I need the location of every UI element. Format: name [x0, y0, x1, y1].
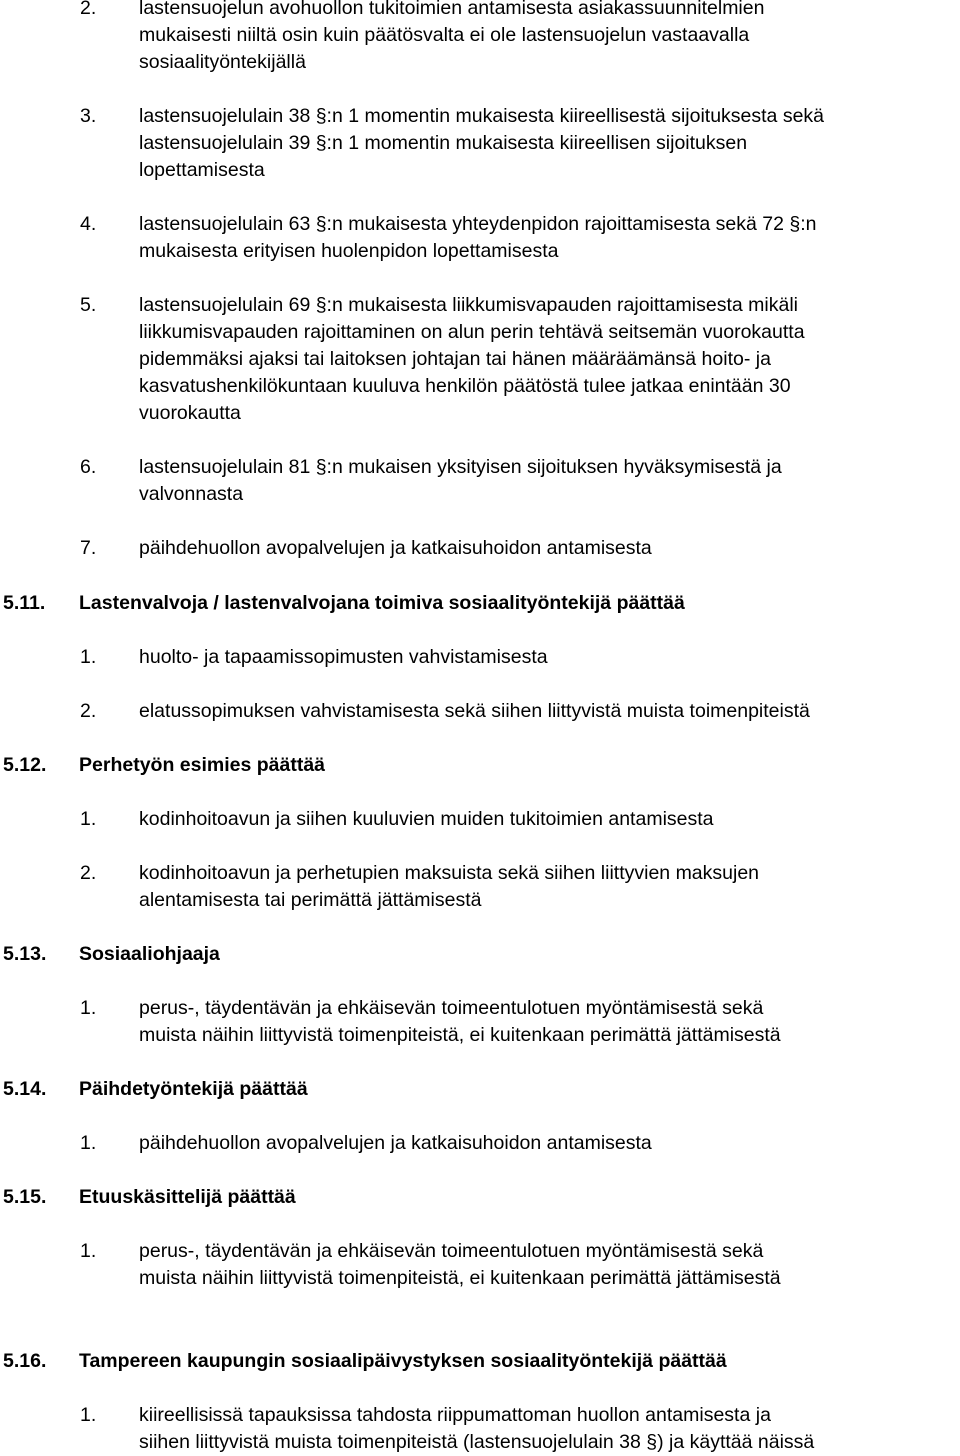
section-title: Sosiaaliohjaaja	[79, 943, 220, 965]
list-item-text: lastensuojelun avohuollon tukitoimien antamisesta asiakassuunnitelmien mukaisesti niiltä osin kuin päätösvalta ei ole lastensuojelun vastaavalla sosiaalityöntekijällä	[139, 0, 765, 73]
list-item-number: 6.	[80, 456, 97, 478]
list-item-number: 1.	[80, 1240, 97, 1262]
list-item-number: 1.	[80, 808, 97, 830]
section-number: 5.14.	[3, 1078, 47, 1100]
list-item-number: 5.	[80, 294, 97, 316]
list-item-number: 1.	[80, 646, 97, 668]
list-item-text: lastensuojelulain 81 §:n mukaisen yksityisen sijoituksen hyväksymisestä ja valvonnasta	[139, 456, 782, 505]
section-title: Perhetyön esimies päättää	[79, 754, 326, 776]
list-item-text: kodinhoitoavun ja perhetupien maksuista sekä siihen liittyvien maksujen alentamisesta tai perimättä jättämisestä	[139, 862, 760, 911]
list-item-number: 2.	[80, 862, 97, 884]
list-item-number: 2.	[80, 700, 97, 722]
list-item-text: kiireellisissä tapauksissa tahdosta riippumattoman huollon antamisesta ja siihen liittyvistä muista toimenpiteistä (lastensuojelulain 38 §) ja käyttää näissä	[139, 1404, 815, 1453]
list-item-text: elatussopimuksen vahvistamisesta sekä siihen liittyvistä muista toimenpiteistä	[139, 700, 810, 722]
section-number: 5.15.	[3, 1186, 47, 1208]
list-item-text: kodinhoitoavun ja siihen kuuluvien muiden tukitoimien antamisesta	[139, 808, 714, 830]
list-item-text: huolto- ja tapaamissopimusten vahvistamisesta	[139, 646, 548, 668]
section-title: Tampereen kaupungin sosiaalipäivystyksen sosiaalityöntekijä päättää	[79, 1350, 727, 1372]
list-item-text: perus-, täydentävän ja ehkäisevän toimeentulotuen myöntämisestä sekä muista näihin liittyvistä toimenpiteistä, ei kuitenkaan perimättä jättämisestä	[139, 997, 781, 1046]
list-item-text: perus-, täydentävän ja ehkäisevän toimeentulotuen myöntämisestä sekä muista näihin liittyvistä toimenpiteistä, ei kuitenkaan perimättä jättämisestä	[139, 1240, 781, 1289]
list-item-number: 3.	[80, 105, 97, 127]
list-item-text: päihdehuollon avopalvelujen ja katkaisuhoidon antamisesta	[139, 1132, 652, 1154]
section-number: 5.13.	[3, 943, 47, 965]
section-title: Lastenvalvoja / lastenvalvojana toimiva sosiaalityöntekijä päättää	[79, 592, 685, 614]
list-item-number: 1.	[80, 997, 97, 1019]
list-item-text: lastensuojelulain 38 §:n 1 momentin mukaisesta kiireellisestä sijoituksesta sekä lastensuojelulain 39 §:n 1 momentin mukaisesta kiireellisen sijoituksen lopettamisesta	[139, 105, 825, 181]
list-item-text: lastensuojelulain 69 §:n mukaisesta liikkumisvapauden rajoittamisesta mikäli liikkumisvapauden rajoittaminen on alun perin tehtävä seitsemän vuorokautta pidemmäksi ajaksi tai laitoksen johtajan tai hänen määräämänsä hoito- ja kasvatushenkilökuntaan kuuluva henkilön päätöstä tulee jatkaa enintään 30 vuorokautta	[139, 294, 805, 424]
list-item-number: 2.	[80, 0, 97, 19]
list-item-number: 1.	[80, 1132, 97, 1154]
section-number: 5.11.	[3, 592, 46, 614]
list-item-number: 4.	[80, 213, 97, 235]
section-title: Etuuskäsittelijä päättää	[79, 1186, 296, 1208]
list-item-number: 7.	[80, 537, 97, 559]
section-title: Päihdetyöntekijä päättää	[79, 1078, 308, 1100]
section-number: 5.16.	[3, 1350, 47, 1372]
list-item-text: päihdehuollon avopalvelujen ja katkaisuhoidon antamisesta	[139, 537, 652, 559]
list-item-number: 1.	[80, 1404, 97, 1426]
section-number: 5.12.	[3, 754, 47, 776]
list-item-text: lastensuojelulain 63 §:n mukaisesta yhteydenpidon rajoittamisesta sekä 72 §:n mukaisesta erityisen huolenpidon lopettamisesta	[139, 213, 817, 262]
